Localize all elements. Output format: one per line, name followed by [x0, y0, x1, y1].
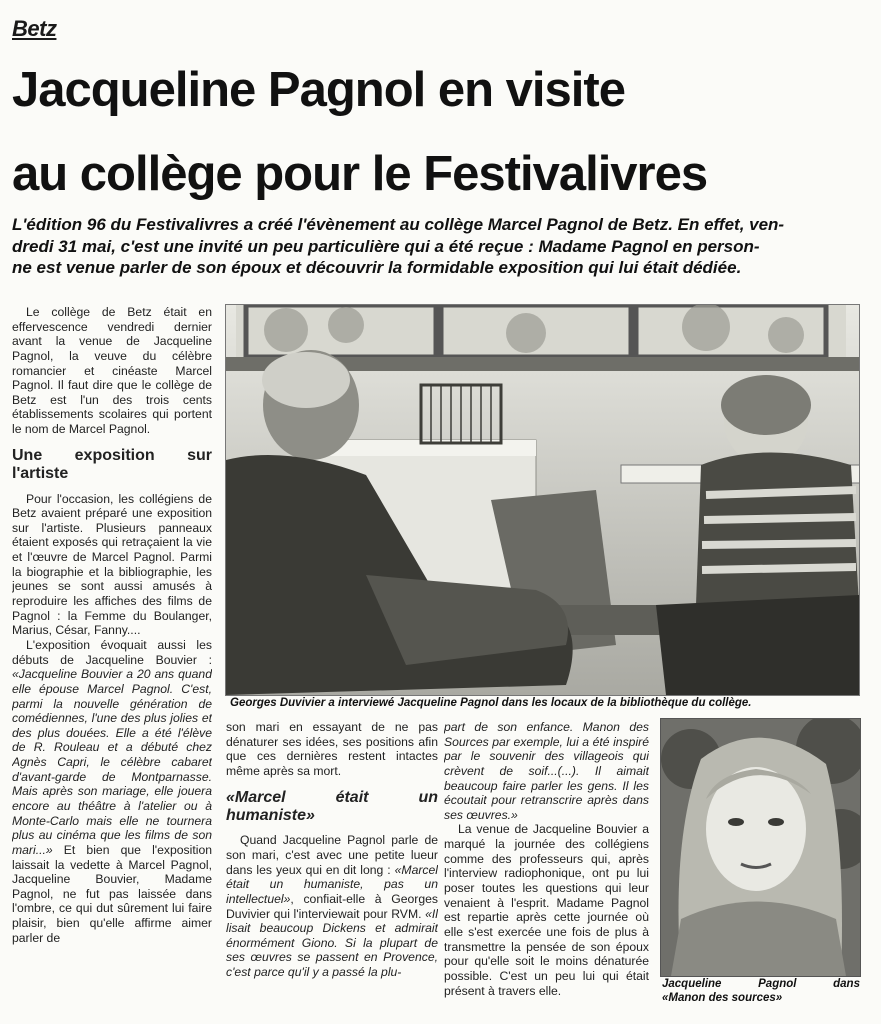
quote-text: «Jacqueline Bouvier a 20 ans quand elle épouse Marcel Pagnol. C'est, parmi la nouvelle génération de comédiennes, l'une des plus jolies et des plus douées. Elle a été l'élève de R. Rouleau et a débuté chez Agnès Capri, le célèbre cabaret d'avant-garde de Montparnasse. Mais après son mariage, elle jouera encore au théâtre à l'atelier ou à Monte-Carlo mais elle ne tournera plus au cinéma que les films de son mari...»: [12, 667, 212, 857]
body-paragraph: Pour l'occasion, les collégiens de Betz avaient préparé une exposition sur l'artiste. Plusieurs panneaux étaient exposés qui retraçaient la vie et l'œuvre de Marcel Pagnol. Parmi la biographie et la bibliographie, les jeunes se sont aussi amusés à reproduire les affiches des films de Pagnol : la Femme du Boulanger, Marius, César, Fanny....: [12, 491, 212, 638]
body-paragraph: [226, 833, 438, 979]
portrait-caption: [662, 978, 860, 1006]
lede-paragraph: [12, 214, 870, 279]
caption-line: «Manon des sources»: [662, 991, 783, 1004]
subheading: «Marcel était un humaniste»: [226, 788, 438, 824]
body-text: L'exposition évoquait aussi les débuts de Jacqueline Bouvier :: [12, 637, 212, 667]
caption-word: Pagnol: [758, 978, 797, 990]
quote-paragraph: part de son enfance. Manon des Sources par exemple, lui a été inspiré par le souvenir des villageois qui crèvent de soif...(...). Il aimait beaucoup faire parler les gens. Il les écoutait pour retranscrire après dans ses œuvres.»: [444, 720, 649, 822]
caption-word: dans: [833, 978, 860, 990]
subheading: Une exposition sur l'artiste: [12, 446, 212, 483]
caption-line: [662, 978, 860, 992]
body-text: Et bien que l'exposition laissait la vedette à Marcel Pagnol, Jacqueline Bouvier, Madame Pagnol, ne fut pas laissée dans l'ombre, ce qui dut sûrement lui faire plaisir, bien qu'elle affirme aimer parler de: [12, 842, 212, 945]
interview-photo: [225, 304, 860, 696]
article-column-1: [12, 305, 212, 1017]
section-tag: Betz: [12, 16, 57, 41]
lede-line: dredi 31 mai, c'est une invité un peu particulière qui a été reçue : Madame Pagnol en person-: [12, 236, 760, 256]
lede-line: ne est venue parler de son époux et découvrir la formidable exposition qui lui était dédiée.: [12, 258, 742, 278]
body-text: , confiait-elle à Georges Duvivier qui l'interviewait pour RVM.: [226, 891, 438, 921]
article-column-3: [444, 720, 649, 1020]
body-paragraph: Le collège de Betz était en effervescence vendredi dernier avant la venue de Jacqueline Pagnol, la veuve du célèbre romancier et cinéaste Marcel Pagnol. Il faut dire que le collège de Betz est l'un des trois cents établissements scolaires qui portent le nom de Marcel Pagnol.: [12, 305, 212, 437]
headline-line-2: au collège pour le Festivalivres: [12, 147, 708, 201]
quote-text: «Marcel était un humaniste, pas un intellectuel»: [226, 862, 438, 906]
photo-caption: Georges Duvivier a interviewé Jacqueline Pagnol dans les locaux de la bibliothèque du collège.: [230, 697, 752, 709]
caption-word: Jacqueline: [662, 978, 722, 990]
lede-line: L'édition 96 du Festivalivres a créé l'évènement au collège Marcel Pagnol de Betz. En effet, ven-: [12, 215, 785, 234]
portrait-photo-illustration: [661, 719, 860, 976]
body-paragraph: son mari en essayant de ne pas dénaturer ses idées, ses positions afin que ces dernières restent intactes même après sa mort.: [226, 720, 438, 778]
headline-line-1: Jacqueline Pagnol en visite: [12, 63, 625, 117]
portrait-photo: [660, 718, 861, 977]
article-column-2: [226, 720, 438, 1020]
body-paragraph: [12, 638, 212, 945]
interview-photo-illustration: [226, 305, 859, 695]
body-paragraph: La venue de Jacqueline Bouvier a marqué la journée des collégiens comme des professeurs qui, après l'interview radiophonique, ont pu lui poser toutes les questions qui leur venaient à l'esprit. Madame Pagnol est repartie après cette journée où elle s'est exercée une fois de plus à transmettre la pensée de son époux pour qu'elle soit le moins dénaturée possible. C'est un peu lui qui était présent à travers elle.: [444, 822, 649, 998]
body-text: Quand Jacqueline Pagnol parle de son mari, c'est avec une petite lueur dans les yeux qui en dit long :: [226, 833, 438, 877]
quote-text: «Il lisait beaucoup Dickens et admirait énormément Giono. Si la plupart de ses œuvres se passent en Provence, c'est parce qu'il y a passé la plu-: [226, 906, 438, 980]
